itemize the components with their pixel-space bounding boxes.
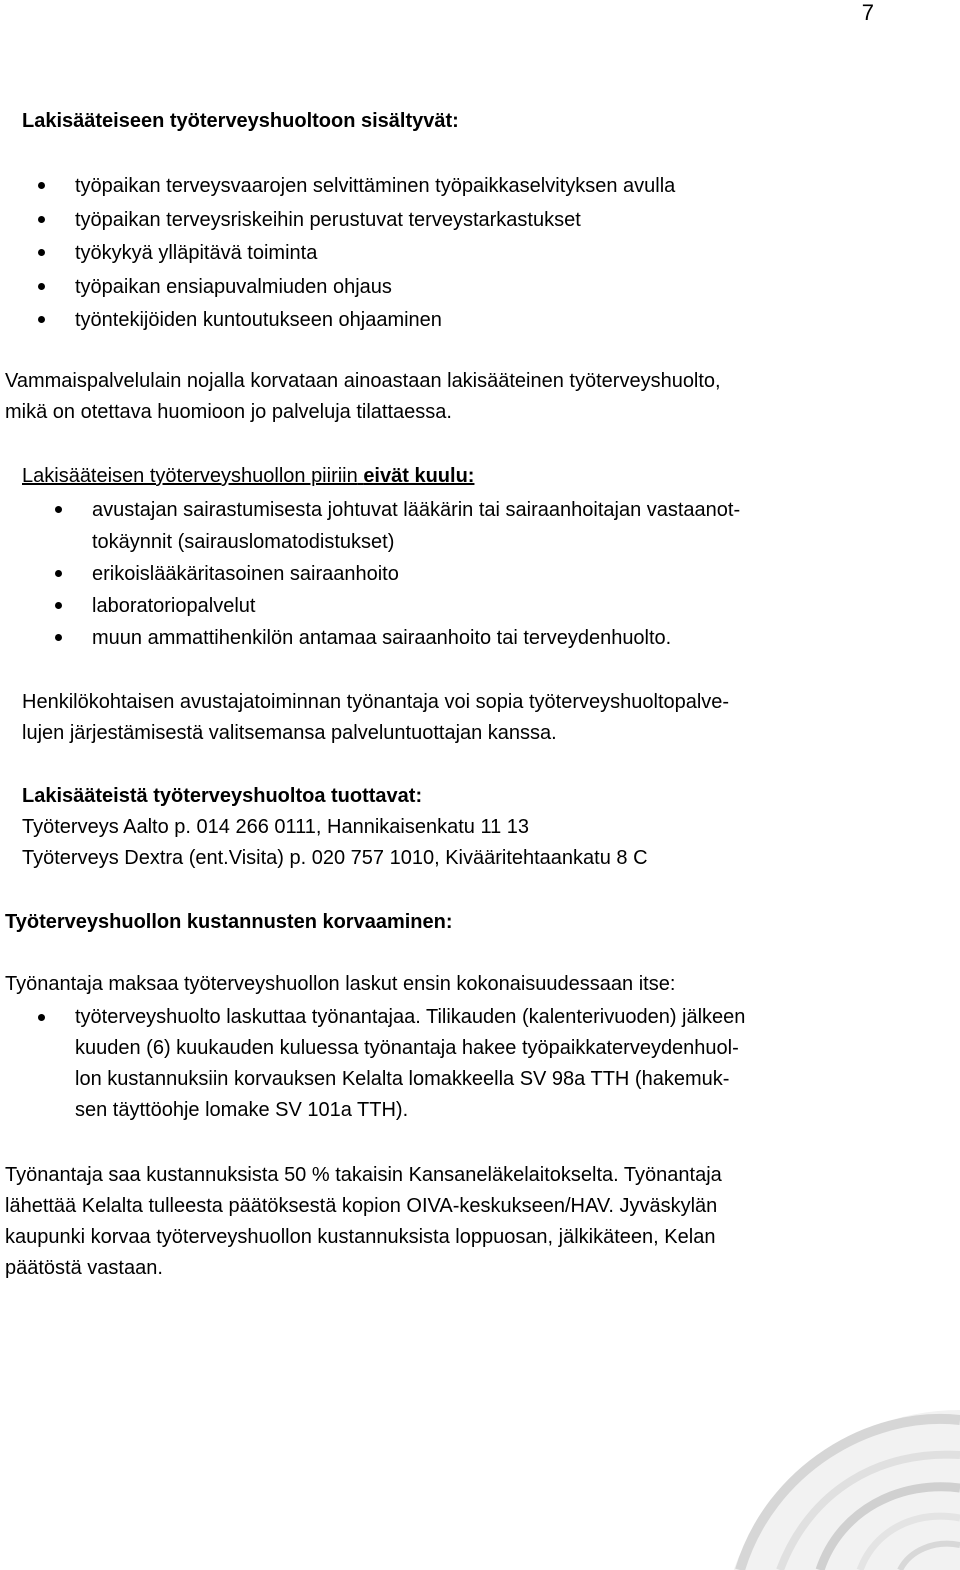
list-item: työpaikan terveysriskeihin perustuvat terveystarkastukset — [22, 204, 675, 238]
section-heading-included: Lakisääteiseen työterveyshuoltoon sisältyvät: — [22, 110, 459, 132]
list-item: muun ammattihenkilön antamaa sairaanhoito tai terveydenhuolto. — [22, 622, 740, 654]
bullet-icon — [38, 283, 45, 290]
bullet-icon — [38, 316, 45, 323]
costs-list — [22, 1002, 745, 1126]
bullet-icon — [38, 1014, 45, 1021]
bullet-icon — [55, 634, 62, 641]
bullet-icon — [38, 249, 45, 256]
paragraph-reimbursement: Työnantaja saa kustannuksista 50 % takaisin Kansaneläkelaitokselta. Työnantaja lähettää Kelalta tulleesta päätöksestä kopion OIVA-keskukseen/HAV. Jyväskylän kaupunki korvaa työterveyshuollon kustannuksista loppuosan, jälkikäteen, Kelan päätöstä vastaan. — [5, 1164, 722, 1279]
list-item: avustajan sairastumisesta johtuvat lääkärin tai sairaanhoitajan vastaanot- tokäynnit (sairauslomatodistukset) — [22, 494, 740, 558]
section-heading-providers: Lakisääteistä työterveyshuoltoa tuottavat: — [22, 785, 423, 807]
list-item: työpaikan ensiapuvalmiuden ohjaus — [22, 271, 675, 305]
providers-section — [22, 781, 648, 874]
list-item: työkykyä ylläpitävä toiminta — [22, 237, 675, 271]
costs-intro: Työnantaja maksaa työterveyshuollon laskut ensin kokonaisuudessaan itse: — [5, 973, 676, 995]
paragraph-employer-agreement: Henkilökohtaisen avustajatoiminnan työnantaja voi sopia työterveyshuoltopalve- lujen järjestämisestä valitsemansa palveluntuottajan kanssa. — [22, 691, 730, 744]
bullet-icon — [55, 602, 62, 609]
provider-aalto: Työterveys Aalto p. 014 266 0111, Hannikaisenkatu 11 13 — [22, 816, 530, 838]
section-heading-costs: Työterveyshuollon kustannusten korvaaminen: — [5, 911, 453, 933]
list-item: laboratoriopalvelut — [22, 590, 740, 622]
bullet-icon — [38, 182, 45, 189]
list-item: työntekijöiden kuntoutukseen ohjaaminen — [22, 304, 675, 338]
paragraph-disability-services: Vammaispalvelulain nojalla korvataan ainoastaan lakisääteinen työterveyshuolto, mikä on otettava huomioon jo palveluja tilattaessa. — [5, 370, 721, 423]
included-services-list — [22, 170, 675, 338]
page-number: 7 — [861, 0, 874, 25]
corner-logo — [700, 1350, 960, 1570]
provider-dextra: Työterveys Dextra (ent.Visita) p. 020 757 1010, Kivääritehtaankatu 8 C — [22, 847, 648, 869]
excluded-services-list — [22, 494, 740, 654]
bullet-icon — [38, 216, 45, 223]
bullet-icon — [55, 506, 62, 513]
list-item: työpaikan terveysvaarojen selvittäminen työpaikkaselvityksen avulla — [22, 170, 675, 204]
list-item: työterveyshuolto laskuttaa työnantajaa. Tilikauden (kalenterivuoden) jälkeen kuuden (6) kuukauden kuluessa työnantaja hakee työpaikkaterveydenhuol- lon kustannuksiin korvauksen Kelalta lomakkeella SV 98a TTH (hakemuk- sen täyttöohje lomake SV 101a TTH). — [22, 1002, 745, 1126]
bullet-icon — [55, 570, 62, 577]
section-heading-excluded: Lakisääteisen työterveyshuollon piiriin eivät kuulu: — [22, 465, 475, 487]
list-item: erikoislääkäritasoinen sairaanhoito — [22, 558, 740, 590]
